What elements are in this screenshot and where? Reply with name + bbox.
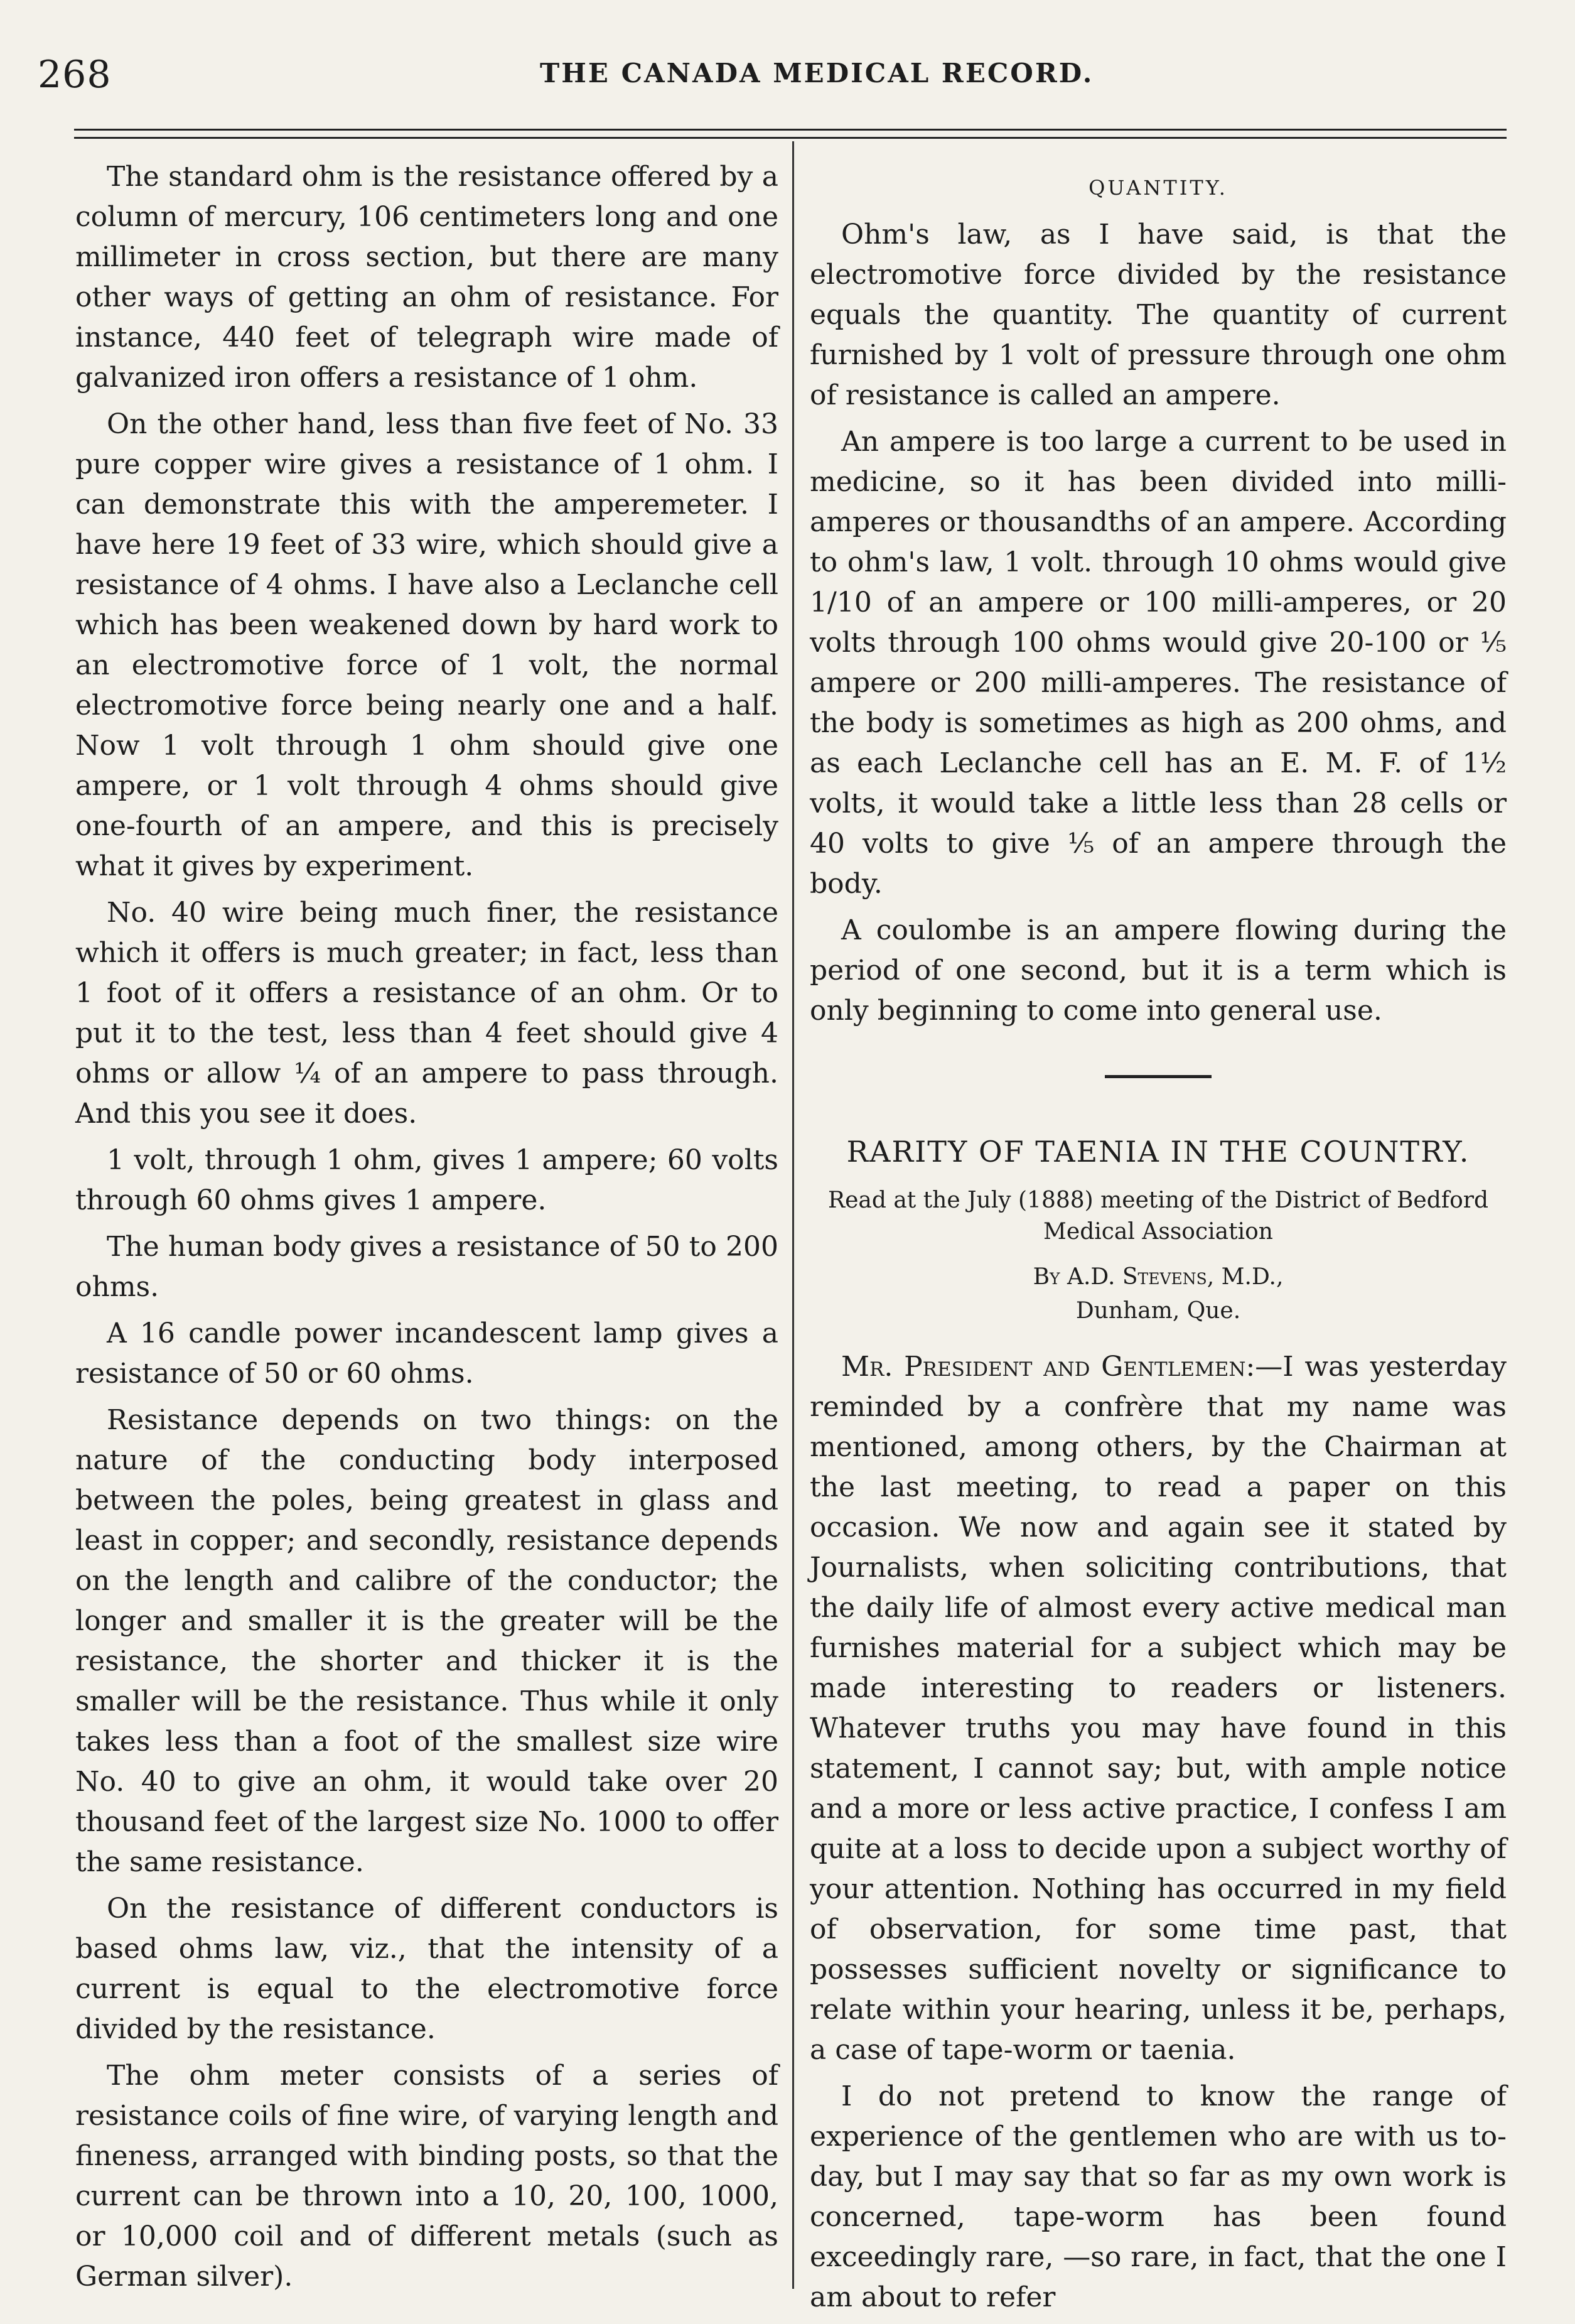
paragraph: No. 40 wire being much finer, the resistance which it offers is much greater; in fact, less than 1 foot of it offers a resistance of an ohm. Or to put it to the test, less than 4 feet should give 4 ohms or allow ¼ of an ampere to pass through. And this you see it does.: [75, 897, 778, 1130]
column-divider: [792, 141, 794, 2289]
salutation: Mr. President and Gentlemen: [841, 1351, 1246, 1383]
paragraph: Ohm's law, as I have said, is that the electromotive force divided by the resistance equals the quantity. The quantity of current furnished by 1 volt of pressure through one ohm of resistance is called an ampere.: [810, 219, 1507, 411]
paragraph: 1 volt, through 1 ohm, gives 1 ampere; 60 volts through 60 ohms gives 1 ampere.: [75, 1144, 778, 1216]
paragraph: On the resistance of different conductors is based ohms law, viz., that the intensity of a current is equal to the electromotive force divided by the resistance.: [75, 1893, 778, 2045]
paragraph: An ampere is too large a current to be used in medicine, so it has been divided into milli-amperes or thousandths of an ampere. According to ohm's law, 1 volt. through 10 ohms would give 1/10 of an ampere or 100 milli-amperes, or 20 volts through 100 ohms would give 20-100 or ⅕ ampere or 200 milli-amperes. The resistance of the body is sometimes as high as 200 ohms, and as each Leclanche cell has an E. M. F. of 1½ volts, it would take a little less than 28 cells or 40 volts to give ⅕ of an ampere through the body.: [810, 426, 1507, 900]
paragraph: On the other hand, less than five feet of No. 33 pure copper wire gives a resistance of 1 ohm. I can demonstrate this with the amperemeter. I have here 19 feet of 33 wire, which should give a resistance of 4 ohms. I have also a Leclanche cell which has been weakened down by hard work to an electromotive force of 1 volt, the normal electromotive force being nearly one and a half. Now 1 volt through 1 ohm should give one ampere, or 1 volt through 4 ohms should give one-fourth of an ampere, and this is precisely what it gives by experiment.: [75, 408, 778, 882]
author-location: Dunham, Que.: [1075, 1298, 1241, 1324]
paragraph: Resistance depends on two things: on the nature of the conducting body interposed between the poles, being greatest in glass and least in copper; and secondly, resistance depends on the length and calibre of the conductor; the longer and smaller it is the greater will be the resistance, the shorter and thicker it is the smaller will be the resistance. Thus while it only takes less than a foot of the smallest size wire No. 40 to give an ohm, it would take over 20 thousand feet of the largest size No. 1000 to offer the same resistance.: [75, 1404, 778, 1878]
page-header: [38, 53, 1507, 122]
section-divider: [1105, 1075, 1212, 1078]
paragraph: The ohm meter consists of a series of resistance coils of fine wire, of varying length and fineness, arranged with binding posts, so that the current can be thrown into a 10, 20, 100, 1000, or 10,000 coil and of different metals (such as German silver).: [75, 2060, 778, 2293]
paragraph: [810, 1347, 1507, 2070]
article-read-at: Read at the July (1888) meeting of the District of Bedford Medical Association: [827, 1187, 1489, 1245]
paragraph: The standard ohm is the resistance offered by a column of mercury, 106 centimeters long and one millimeter in cross section, but there are many other ways of getting an ohm of resistance. For instance, 440 feet of telegraph wire made of galvanized iron offers a resistance of 1 ohm.: [75, 161, 778, 394]
article-title: RARITY OF TAENIA IN THE COUNTRY.: [846, 1135, 1470, 1169]
section-heading: QUANTITY.: [1089, 176, 1228, 200]
paragraph-text: :—I was yesterday reminded by a confrère that my name was mentioned, among others, by the Chairman at the last meeting, to read a paper on this occasion. We now and again see it stated by Journalists, when soliciting contributions, that the daily life of almost every active medical man furnishes material for a subject which may be made interesting to readers or listeners. Whatever truths you may have found in this statement, I cannot say; but, with ample notice and a more or less active practice, I confess I am quite at a loss to decide upon a subject worthy of your attention. Nothing has occurred in my field of observation, for some time past, that possesses sufficient novelty or significance to relate within your hearing, unless it be, perhaps, a case of tape-worm or taenia.: [810, 1351, 1507, 2066]
paragraph: I do not pretend to know the range of experience of the gentlemen who are with us to-day, but I may say that so far as my own work is concerned, tape-worm has been found exceedingly rare, —so rare, in fact, that the one I am about to refer: [810, 2080, 1507, 2313]
article-byline-block: [810, 1260, 1507, 1328]
paragraph: The human body gives a resistance of 50 to 200 ohms.: [75, 1231, 778, 1303]
left-column: [75, 157, 778, 2303]
paragraph: A coulombe is an ampere flowing during the period of one second, but it is a term which is only beginning to come into general use.: [810, 914, 1507, 1027]
paragraph: A 16 candle power incandescent lamp gives a resistance of 50 or 60 ohms.: [75, 1317, 778, 1390]
page-number: 268: [38, 53, 112, 97]
author-byline: By A.D. Stevens, M.D.,: [1033, 1264, 1284, 1290]
right-column: [810, 157, 1507, 2324]
running-title: THE CANADA MEDICAL RECORD.: [540, 58, 1094, 89]
header-double-rule: [74, 129, 1507, 139]
